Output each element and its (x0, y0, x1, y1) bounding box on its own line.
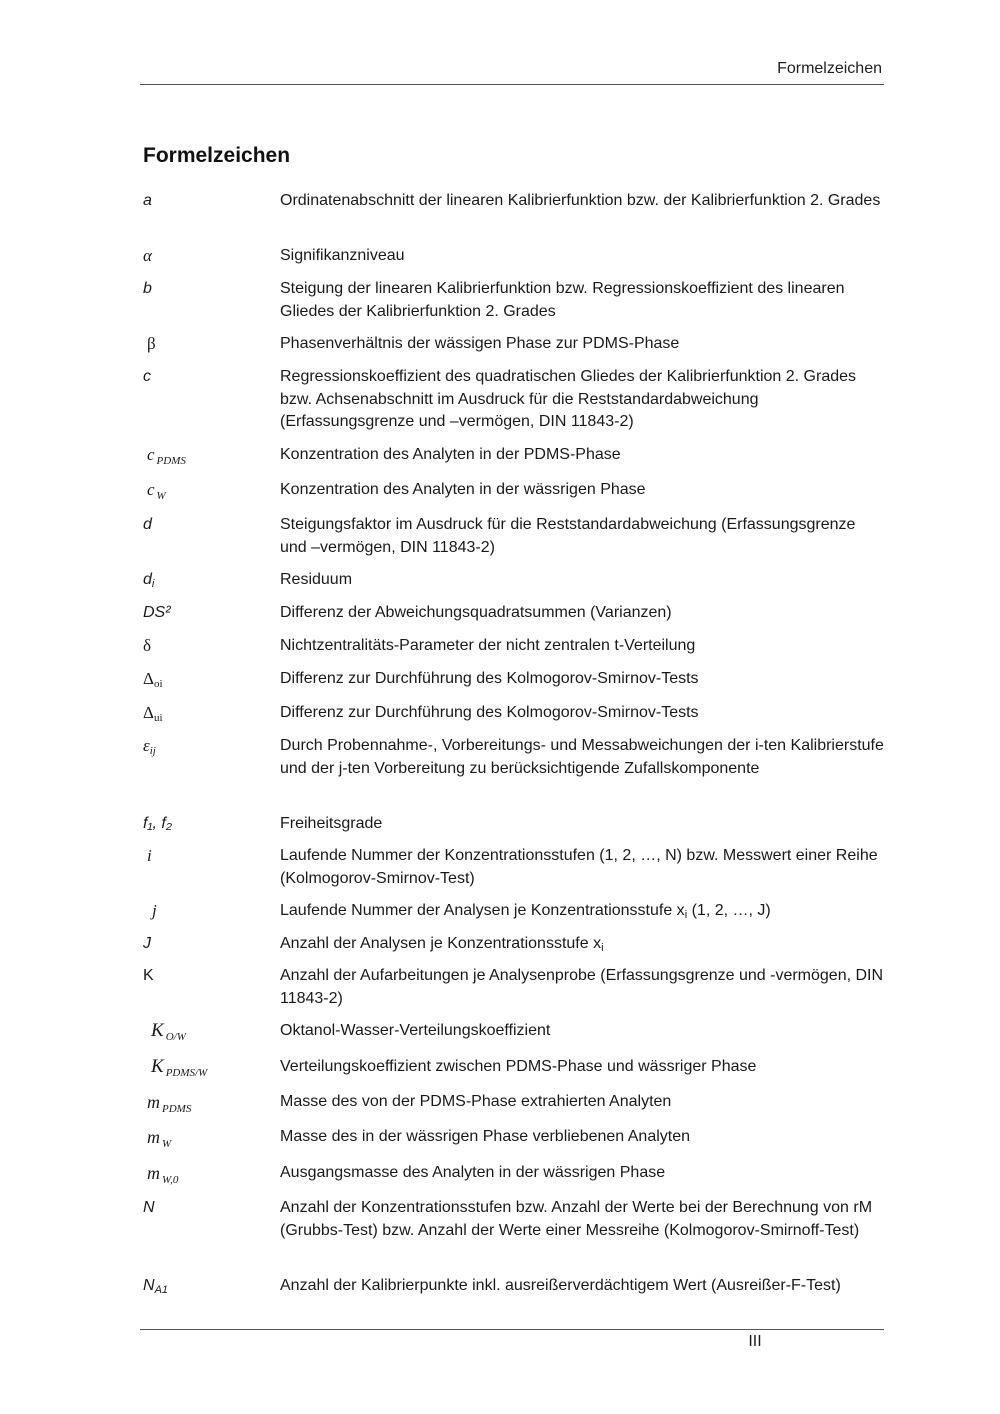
entry-definition: Freiheitsgrade (280, 815, 383, 832)
entry-definition: Konzentration des Analyten in der PDMS-Phase (280, 446, 621, 463)
entry-definition: Ausgangsmasse des Analyten in der wässrigen Phase (280, 1164, 666, 1181)
entry-symbol: K (143, 967, 154, 984)
running-header-title: Formelzeichen (777, 60, 882, 77)
entry-symbol: d (143, 516, 152, 533)
entry-symbol: β (147, 334, 156, 353)
entry-symbol: $\varepsilon_{ij}$ (143, 736, 156, 757)
section-title: Formelzeichen (143, 144, 291, 167)
entry-symbol: $N_{A1}$ (143, 1277, 169, 1296)
entry-symbol: K $_{O/W}$ (151, 1020, 186, 1043)
entry-symbol: N (143, 1199, 155, 1216)
entry-definition: Anzahl der Aufarbeitungen je Analysenprobe (Erfassungsgrenze und -vermögen, DIN 11843-2) (280, 967, 884, 1007)
entry-symbol: $\Delta_{oi}$ (143, 669, 163, 690)
entry-definition: Differenz zur Durchführung des Kolmogorov-Smirnov-Tests (280, 704, 699, 721)
entry-symbol: K $_{PDMS/W}$ (151, 1056, 208, 1079)
entry-definition: Signifikanzniveau (280, 247, 405, 264)
entry-definition: Anzahl der Analysen je Konzentrationsstufe $x_i$ (280, 935, 604, 954)
entry-definition: Masse des in der wässrigen Phase verbliebenen Analyten (280, 1128, 691, 1145)
entry-symbol: δ (143, 636, 152, 655)
entry-symbol: m $_W$ (147, 1127, 172, 1150)
entry-definition: Konzentration des Analyten in der wässrigen Phase (280, 481, 646, 498)
entry-definition: Verteilungskoeffizient zwischen PDMS-Phase und wässriger Phase (280, 1058, 757, 1075)
entry-definition: Laufende Nummer der Analysen je Konzentrationsstufe $x_i$ (1, 2, …, J) (280, 902, 771, 921)
entry-definition: Regressionskoeffizient des quadratischen Gliedes der Kalibrierfunktion 2. Grades bzw. Achsenabschnitt im Ausdruck für die Reststandardabweichung (Erfassungsgrenze und –vermögen, DIN 11843-2) (280, 368, 857, 430)
entry-symbol: c (143, 368, 151, 385)
entry-symbol: c $_{PDMS}$ (147, 445, 186, 467)
entry-definition: Nichtzentralitäts-Parameter der nicht zentralen t-Verteilung (280, 637, 696, 654)
entry-symbol: m $_{PDMS}$ (147, 1092, 192, 1115)
entry-definition: Phasenverhältnis der wässigen Phase zur PDMS-Phase (280, 335, 680, 352)
entry-symbol: j (152, 901, 157, 920)
entry-definition: Anzahl der Konzentrationsstufen bzw. Anzahl der Werte bei der Berechnung von rM (Grubbs-Test) bzw. Anzahl der Werte einer Messreihe (Kolmogorov-Smirnoff-Test) (280, 1199, 873, 1239)
entry-symbol: c $_W$ (147, 480, 166, 502)
footer-rule (140, 1329, 884, 1330)
entry-definition: Steigungsfaktor im Ausdruck für die Reststandardabweichung (Erfassungsgrenze und –vermögen, DIN 11843-2) (280, 516, 856, 556)
entry-definition: Differenz der Abweichungsquadratsummen (Varianzen) (280, 604, 672, 621)
entry-symbol: DS² (143, 604, 171, 621)
entry-symbol: α (143, 246, 152, 265)
entry-definition: Masse des von der PDMS-Phase extrahierten Analyten (280, 1093, 672, 1110)
entry-symbol: J (143, 935, 151, 952)
entry-definition: Differenz zur Durchführung des Kolmogorov-Smirnov-Tests (280, 670, 699, 687)
entry-symbol: b (143, 280, 152, 297)
entry-definition: Laufende Nummer der Konzentrationsstufen (1, 2, …, N) bzw. Messwert einer Reihe (Kolmogorov-Smirnov-Test) (280, 847, 878, 887)
entry-symbol: f₁, f₂ (143, 815, 172, 832)
page-number: III (748, 1333, 762, 1350)
entry-symbol: i (147, 846, 152, 865)
entry-symbol: a (143, 192, 152, 209)
entry-definition: Anzahl der Kalibrierpunkte inkl. ausreißerverdächtigem Wert (Ausreißer-F-Test) (280, 1277, 841, 1294)
entry-definition: Durch Probennahme-, Vorbereitungs- und Messabweichungen der i-ten Kalibrierstufe und der j-ten Vorbereitung zu berücksichtigende Zufallskomponente (280, 737, 884, 777)
entry-definition: Ordinatenabschnitt der linearen Kalibrierfunktion bzw. der Kalibrierfunktion 2. Grades (280, 192, 881, 209)
entry-definition: Oktanol-Wasser-Verteilungskoeffizient (280, 1022, 551, 1039)
entry-definition: Steigung der linearen Kalibrierfunktion bzw. Regressionskoeffizient des linearen Gliedes der Kalibrierfunktion 2. Grades (280, 280, 845, 320)
header-rule (140, 84, 884, 85)
entry-symbol: m $_{W,0}$ (147, 1163, 179, 1186)
entry-definition: Residuum (280, 571, 353, 588)
entry-symbol: $d_i$ (143, 571, 155, 590)
entry-symbol: $\Delta_{ui}$ (143, 703, 163, 724)
